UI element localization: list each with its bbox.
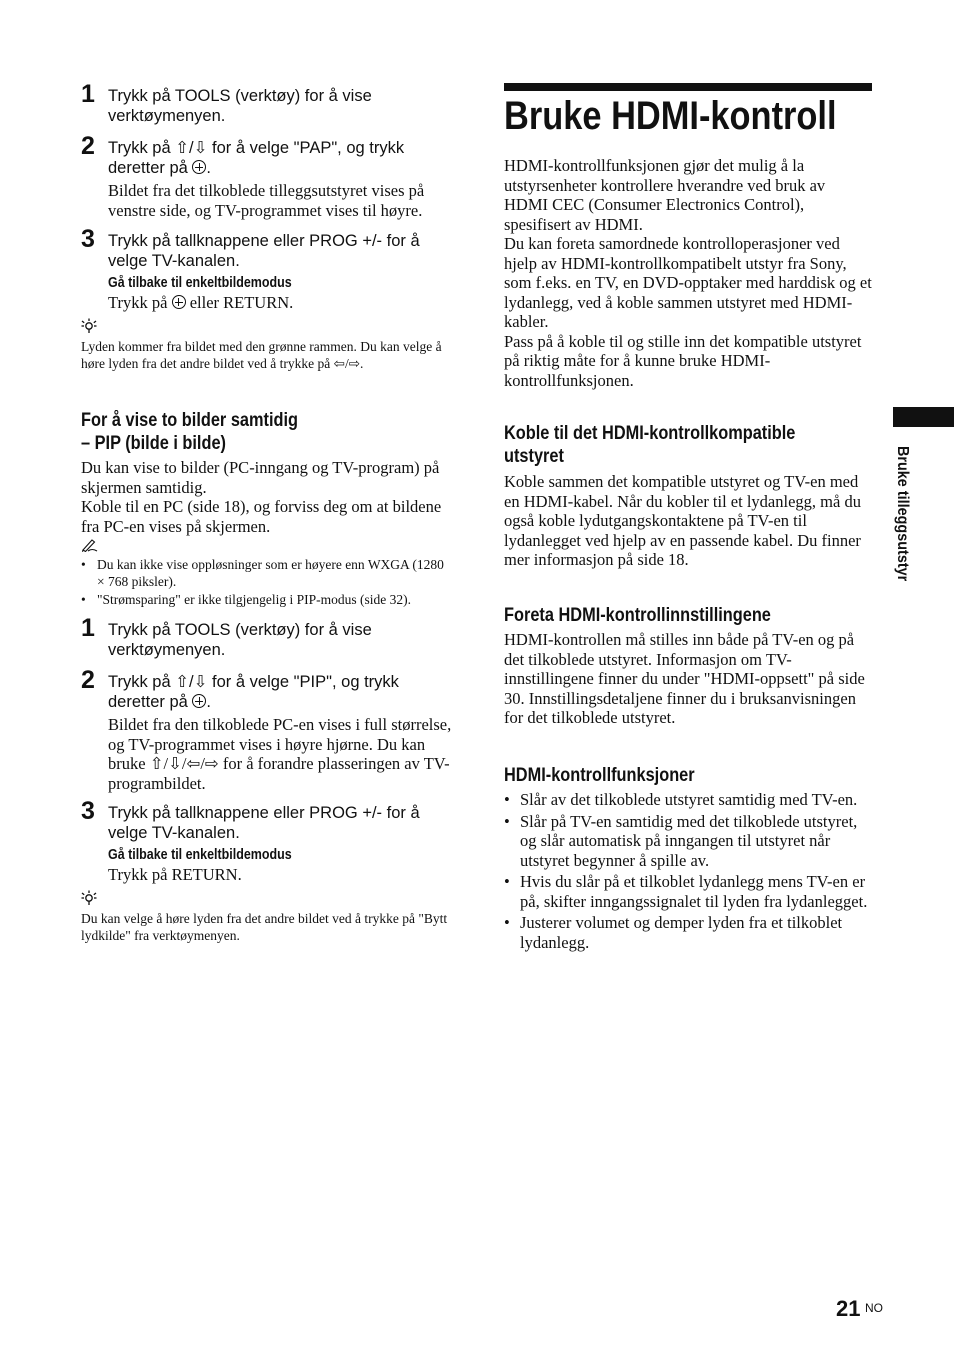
step-body: Bildet fra det tilkoblede tilleggsutstyret vises på venstre side, og TV-programmet vises til høyre.: [108, 181, 425, 220]
step-number: 1: [81, 614, 95, 642]
section-body-connect: Koble sammen det kompatible utstyret og TV-en med en HDMI-kabel. Når du kobler til et lydanlegg, må du også koble lydutgangskontaktene på TV-en til lydanlegget ved hjelp av en passende kabel. Du finner mer informasjon på side 18.: [504, 472, 861, 569]
pip-step-1: [81, 614, 453, 660]
step-body: Bildet fra den tilkoblede PC-en vises i full størrelse, og TV-programmet vises i høyre hjørne. Du kan bruke ⇧/⇩/⇦/⇨ for å forandre plasseringen av TV-programbildet.: [108, 715, 452, 793]
step-body: Trykk på eller RETURN.: [108, 293, 294, 312]
tip-icon: [81, 890, 97, 911]
functions-list: [504, 790, 872, 952]
section-body-settings: HDMI-kontrollen må stilles inn både på TV-en og på det tilkoblede utstyret. Informasjon om TV-innstillingene finner du under "HDMI-oppsett" på side 30. Innstillingsdetaljene finner du i bruksanvisningen for det tilkoblede utstyret.: [504, 630, 865, 727]
pap-step-2: [81, 132, 453, 220]
step-text: Trykk på tallknappene eller PROG +/- for å velge TV-kanalen.: [108, 232, 420, 270]
list-item: • Justerer volumet og demper lyden fra et tilkoblet lydanlegg.: [504, 913, 872, 952]
pip-intro: Du kan vise to bilder (PC-inngang og TV-program) på skjermen samtidig. Koble til en PC (side 18), og forviss deg om at bildene fra PC-en vises på skjermen.: [81, 458, 442, 536]
note-item: • "Strømsparing" er ikke tilgjengelig i PIP-modus (side 32).: [81, 591, 453, 608]
tip-icon: [81, 318, 97, 339]
pip-heading-line-1: For å vise to bilder samtidig: [81, 410, 299, 431]
step-number: 2: [81, 666, 95, 694]
step-text: Trykk på TOOLS (verktøy) for å vise verktøymenyen.: [108, 87, 372, 125]
section-heading-settings: Foreta HDMI-kontrollinnstillingene: [504, 605, 771, 626]
tip-text: Du kan velge å høre lyden fra det andre bildet ved å trykke på "Bytt lydkilde" fra verktøymenyen.: [81, 911, 448, 943]
page-language-code: NO: [865, 1301, 883, 1315]
step-text: Trykk på TOOLS (verktøy) for å vise verktøymenyen.: [108, 621, 372, 659]
pip-step-3: [81, 797, 453, 885]
enter-button-icon: [192, 160, 206, 174]
section-heading-functions: HDMI-kontrollfunksjoner: [504, 765, 695, 786]
step-number: 2: [81, 132, 95, 160]
list-item: • Slår av det tilkoblede utstyret samtidig med TV-en.: [504, 790, 872, 810]
pip-step-2: [81, 666, 453, 793]
section-heading-connect-2: utstyret: [504, 446, 564, 467]
step-subheading: Gå tilbake til enkeltbildemodus: [108, 847, 292, 863]
pap-step-1: [81, 80, 453, 126]
page-title: Bruke HDMI-kontroll: [504, 94, 837, 138]
step-number: 3: [81, 797, 95, 825]
section-tab-label: Bruke tilleggsutstyr: [894, 446, 911, 582]
intro-text: HDMI-kontrollfunksjonen gjør det mulig å la utstyrsenheter kontrollere hverandre ved bruk av HDMI CEC (Consumer Electronics Control), spesifisert av HDMI. Du kan foreta samordnede kontrolloperasjoner ved hjelp av HDMI-kontrollkompatibelt utstyr fra Sony, som f.eks. en TV, en DVD-opptaker med harddisk og et lydanlegg, ved å koble sammen utstyret med HDMI-kabler. Pass på å koble til og stille inn det kompatible utstyret på riktig måte for å kunne bruke HDMI-kontrollfunksjonen.: [504, 156, 872, 390]
step-subheading: Gå tilbake til enkeltbildemodus: [108, 275, 292, 291]
step-text: Trykk på ⇧/⇩ for å velge "PIP", og trykk deretter på .: [108, 673, 399, 711]
section-tab-marker: [893, 407, 954, 427]
pip-heading-line-2: – PIP (bilde i bilde): [81, 433, 226, 454]
note-list: [81, 556, 453, 608]
enter-button-icon: [172, 295, 186, 309]
step-number: 1: [81, 80, 95, 108]
list-item: • Slår på TV-en samtidig med det tilkoblede utstyret, og slår automatisk på inngangen til utstyret når utstyret begynner å spille av.: [504, 812, 872, 871]
enter-button-icon: [192, 694, 206, 708]
pap-step-3: [81, 225, 453, 313]
tip-text: Lyden kommer fra bildet med den grønne rammen. Du kan velge å høre lyden fra det andre bildet ved å trykke på ⇦/⇨.: [81, 339, 442, 371]
step-text: Trykk på ⇧/⇩ for å velge "PAP", og trykk deretter på .: [108, 139, 405, 177]
step-number: 3: [81, 225, 95, 253]
title-rule: [504, 83, 872, 91]
list-item: • Hvis du slår på et tilkoblet lydanlegg mens TV-en er på, skifter inngangssignalet til lyden fra lydanlegget.: [504, 872, 872, 911]
note-pencil-icon: [81, 538, 99, 557]
page-number: 21: [836, 1296, 861, 1321]
step-text: Trykk på tallknappene eller PROG +/- for å velge TV-kanalen.: [108, 804, 420, 842]
note-item: • Du kan ikke vise oppløsninger som er høyere enn WXGA (1280 × 768 piksler).: [81, 556, 453, 590]
section-heading-connect-1: Koble til det HDMI-kontrollkompatible: [504, 423, 796, 444]
step-body: Trykk på RETURN.: [108, 865, 242, 884]
